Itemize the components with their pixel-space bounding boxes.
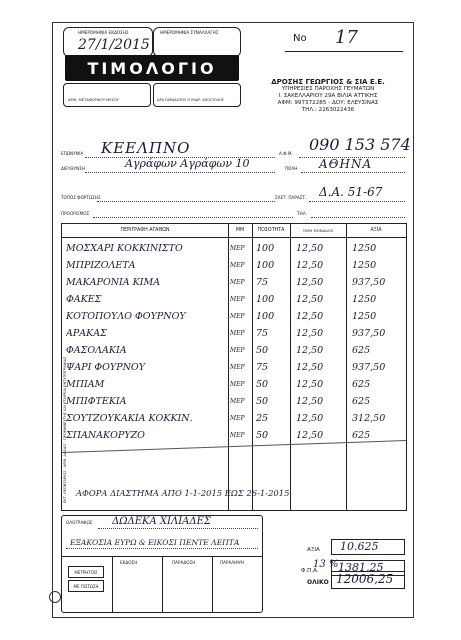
- table-row: [62, 240, 406, 257]
- dispatch-time-label: ΩΡΑ ΠΑΡΑΔΟΣΗΣ Ή ΕΝΑΡ. ΑΠΟΣΤΟΛΗΣ: [157, 98, 224, 102]
- row-description: ΜΟΣΧΑΡΙ ΚΟΚΚΙΝΙΣΤΟ: [66, 243, 183, 254]
- table-row: [62, 291, 406, 308]
- transaction-date-box: [153, 27, 241, 57]
- items-table: [61, 223, 407, 511]
- in-words-label: ΟΛΟΓΡΑΦΩΣ: [66, 520, 93, 525]
- row-quantity: 25: [256, 413, 269, 424]
- receiver-label: ΠΑΡΑΛΗΨΗ: [220, 560, 244, 565]
- customer-city-label: ΠΟΛΗ: [285, 166, 298, 171]
- row-unit: ΜΕΡ: [230, 364, 245, 371]
- row-value: 1250: [352, 260, 377, 271]
- row-unit: ΜΕΡ: [230, 415, 245, 422]
- row-description: ΑΡΑΚΑΣ: [66, 328, 107, 339]
- row-unit-price: 12,50: [296, 243, 324, 254]
- row-quantity: 100: [256, 294, 275, 305]
- row-unit: ΜΕΡ: [230, 330, 245, 337]
- doc-number-underline: [285, 51, 403, 52]
- customer-address: Αγράφων Αγράφων 10: [125, 157, 250, 170]
- row-description: ΜΠΙΦΤΕΚΙΑ: [66, 396, 127, 407]
- row-value: 312,50: [352, 413, 386, 424]
- row-description: ΚΟΤΟΠΟΥΛΟ ΦΟΥΡΝΟΥ: [66, 311, 186, 322]
- row-unit: ΜΕΡ: [230, 432, 245, 439]
- row-value: 937,50: [352, 328, 386, 339]
- header-quantity: ΠΟΣΟΤΗΤΑ: [252, 224, 290, 238]
- printer-logo-icon: [49, 591, 61, 603]
- transaction-date-label: ΗΜΕΡΟΜΗΝΙΑ ΣΥΝΑΛΛΑΓΗΣ: [160, 30, 219, 35]
- row-unit: ΜΕΡ: [230, 262, 245, 269]
- in-words-line-1: ΔΩΔΕΚΑ ΧΙΛΙΑΔΕΣ: [112, 516, 211, 527]
- row-unit: ΜΕΡ: [230, 381, 245, 388]
- row-unit-price: 12,50: [296, 413, 324, 424]
- value-amount: 10.625: [340, 540, 379, 553]
- row-unit-price: 12,50: [296, 345, 324, 356]
- issue-date-label: ΗΜΕΡΟΜΗΝΙΑ ΕΚΔΟΣΗΣ: [78, 30, 129, 35]
- row-unit-price: 12,50: [296, 311, 324, 322]
- row-unit: ΜΕΡ: [230, 313, 245, 320]
- credit-checkbox[interactable]: [68, 580, 104, 592]
- row-description: ΜΠΙΑΜ: [66, 379, 105, 390]
- table-row: [62, 410, 406, 427]
- value-label: ΑΞΙΑ: [307, 547, 320, 553]
- issuer-label: ΕΚΔΟΣΗ: [120, 560, 138, 565]
- customer-city-line: [301, 172, 405, 173]
- row-unit: ΜΕΡ: [230, 279, 245, 286]
- company-line-2: Ι. ΣΑΚΕΛΛΑΡΙΟΥ 29Α ΒΙΛΙΑ ΑΤΤΙΚΗΣ: [278, 93, 378, 99]
- company-line-4: ΤΗΛ.: 2263022436: [301, 107, 355, 113]
- footer-box: [61, 515, 263, 613]
- row-unit: ΜΕΡ: [230, 296, 245, 303]
- footer-divider-1: [112, 556, 113, 612]
- vehicle-label: ΑΡΙΘ. ΜΕΤΑΦΟΡΙΚΟΥ ΜΕΣΟΥ: [68, 98, 119, 102]
- header-description: ΠΕΡΙΓΡΑΦΗ ΑΓΑΘΩΝ: [62, 224, 228, 238]
- row-quantity: 100: [256, 260, 275, 271]
- row-quantity: 50: [256, 430, 269, 441]
- row-unit-price: 12,50: [296, 430, 324, 441]
- credit-label: ΜΕ ΠΙΣΤΩΣΗ: [73, 583, 99, 589]
- total-label: ΟΛΙΚΟ: [307, 579, 329, 586]
- in-words-underline-2: [66, 548, 258, 549]
- header-unit-price: ΤΙΜΗ ΜΟΝΑΔΟΣ: [290, 224, 346, 238]
- total-amount: 12006,25: [336, 572, 394, 586]
- row-quantity: 100: [256, 243, 275, 254]
- row-unit-price: 12,50: [296, 396, 324, 407]
- customer-name: ΚΕΕΛΠΝΟ: [101, 139, 191, 157]
- row-description: ΦΑΣΟΛΑΚΙΑ: [66, 345, 127, 356]
- table-row: [62, 274, 406, 291]
- row-unit: ΜΕΡ: [230, 245, 245, 252]
- footer-divider-3: [212, 556, 213, 612]
- row-value: 625: [352, 379, 371, 390]
- table-row: [62, 393, 406, 410]
- total-box: [331, 571, 405, 589]
- issue-date-box: [63, 27, 153, 57]
- row-value: 937,50: [352, 362, 386, 373]
- deliverer-label: ΠΑΡΑΔΟΣΗ: [172, 560, 196, 565]
- side-print-text: ΕΚΤ. ΛΕΟΝΤΑΡΙΟΣ · ΑΡΙΘ. ΑΔΕΙΑΣ · ΠΡΟΜΗΘΕΥΤΗΣ ΚΑΙ ΕΤΑΙΡΕΙΑ ΕΝΤΥΠΟΓΡΑΦΙΑΣ: [63, 356, 67, 503]
- header-unit: ΜΜ: [228, 224, 252, 238]
- company-name: ΔΡΟΣΗΣ ΓΕΩΡΓΙΟΣ & ΣΙΑ Ε.Ε.: [271, 78, 385, 86]
- row-unit-price: 12,50: [296, 277, 324, 288]
- row-unit-price: 12,50: [296, 362, 324, 373]
- header-value: ΑΞΙΑ: [346, 224, 406, 238]
- row-value: 1250: [352, 243, 377, 254]
- issue-date-value: 27/1/2015: [78, 37, 150, 53]
- row-quantity: 75: [256, 277, 269, 288]
- footer-divider-h: [62, 556, 262, 557]
- row-description: ΣΠΑΝΑΚΟΡΥΖΟ: [66, 430, 145, 441]
- table-row: [62, 376, 406, 393]
- row-value: 937,50: [352, 277, 386, 288]
- reference-label: ΣΧΕΤ. ΠΑΡΑΣΤ.: [275, 195, 307, 200]
- row-value: 1250: [352, 311, 377, 322]
- table-row: [62, 308, 406, 325]
- row-value: 625: [352, 430, 371, 441]
- customer-name-label: ΕΠΩΝΥΜΙΑ: [61, 151, 84, 156]
- company-block: [253, 79, 403, 114]
- customer-address-label: ΔΙΕΥΘΥΝΣΗ: [61, 166, 86, 171]
- customer-afm-label: Α.Φ.Μ.: [279, 151, 293, 156]
- vat-rate: 13 %: [313, 559, 339, 570]
- reference-line: [309, 201, 405, 202]
- row-unit-price: 12,50: [296, 294, 324, 305]
- row-description: ΜΠΡΙΖΟΛΕΤΑ: [66, 260, 136, 271]
- company-line-1: ΥΠΗΡΕΣΙΕΣ ΠΑΡΟΧΗΣ ΓΕΥΜΑΤΩΝ: [281, 86, 375, 92]
- row-description: ΣΟΥΤΖΟΥΚΑΚΙΑ ΚΟΚΚΙΝ.: [66, 413, 193, 424]
- row-quantity: 75: [256, 328, 269, 339]
- row-description: ΨΑΡΙ ΦΟΥΡΝΟΥ: [66, 362, 145, 373]
- row-quantity: 75: [256, 362, 269, 373]
- value-box: [331, 539, 405, 555]
- row-value: 1250: [352, 294, 377, 305]
- in-words-underline-1: [98, 528, 258, 529]
- loading-place-label: ΤΟΠΟΣ ΦΟΡΤΩΣΗΣ: [61, 195, 101, 200]
- doc-number-label: Νο: [293, 33, 307, 44]
- customer-address-line: [85, 172, 275, 173]
- row-value: 625: [352, 396, 371, 407]
- row-unit-price: 12,50: [296, 379, 324, 390]
- cash-label: ΜΕΤΡΗΤΟΙΣ: [74, 569, 98, 575]
- side-print-info: [63, 273, 71, 503]
- dispatch-time-box: [153, 83, 241, 107]
- row-unit-price: 12,50: [296, 260, 324, 271]
- row-description: ΜΑΚΑΡΟΝΙΑ ΚΙΜΑ: [66, 277, 161, 288]
- row-description: ΦΑΚΕΣ: [66, 294, 102, 305]
- loading-place-line: [97, 201, 275, 202]
- customer-city: ΑΘΗΝΑ: [319, 157, 373, 171]
- row-quantity: 50: [256, 379, 269, 390]
- row-quantity: 50: [256, 396, 269, 407]
- row-value: 625: [352, 345, 371, 356]
- table-row: [62, 325, 406, 342]
- row-unit: ΜΕΡ: [230, 398, 245, 405]
- row-unit-price: 12,50: [296, 328, 324, 339]
- in-words-line-2: ΕΞΑΚΟΣΙΑ ΕΥΡΩ & ΕΙΚΟΣΙ ΠΕΝΤΕ ΛΕΠΤΑ: [70, 538, 240, 547]
- vehicle-box: [63, 83, 151, 107]
- destination-label: ΠΡΟΟΡΙΣΜΟΣ: [61, 211, 90, 216]
- phone-line: [311, 217, 405, 218]
- doc-number-value: 17: [335, 27, 358, 48]
- invoice-page: [52, 22, 414, 618]
- row-quantity: 50: [256, 345, 269, 356]
- document-title: ΤΙΜΟΛΟΓΙΟ: [65, 55, 239, 81]
- table-row: [62, 257, 406, 274]
- vat-amount: 1381,25: [338, 561, 384, 574]
- table-row: [62, 359, 406, 376]
- company-line-3: ΑΦΜ: 997372285 - ΔΟΥ: ΕΛΕΥΣΙΝΑΣ: [277, 100, 379, 106]
- customer-afm: 090 153 574: [309, 135, 411, 154]
- footer-divider-2: [162, 556, 163, 612]
- reference-value: Δ.Α. 51-67: [319, 185, 383, 199]
- period-note: ΑΦΟΡΑ ΔΙΑΣΤΗΜΑ ΑΠΟ 1-1-2015 ΕΩΣ 26-1-2015: [76, 488, 290, 498]
- row-quantity: 100: [256, 311, 275, 322]
- destination-line: [93, 217, 293, 218]
- phone-label: ΤΗΛ.: [297, 211, 307, 216]
- row-unit: ΜΕΡ: [230, 347, 245, 354]
- cash-checkbox[interactable]: [68, 566, 104, 578]
- vat-label: Φ.Π.Α.: [301, 568, 319, 574]
- table-row: [62, 342, 406, 359]
